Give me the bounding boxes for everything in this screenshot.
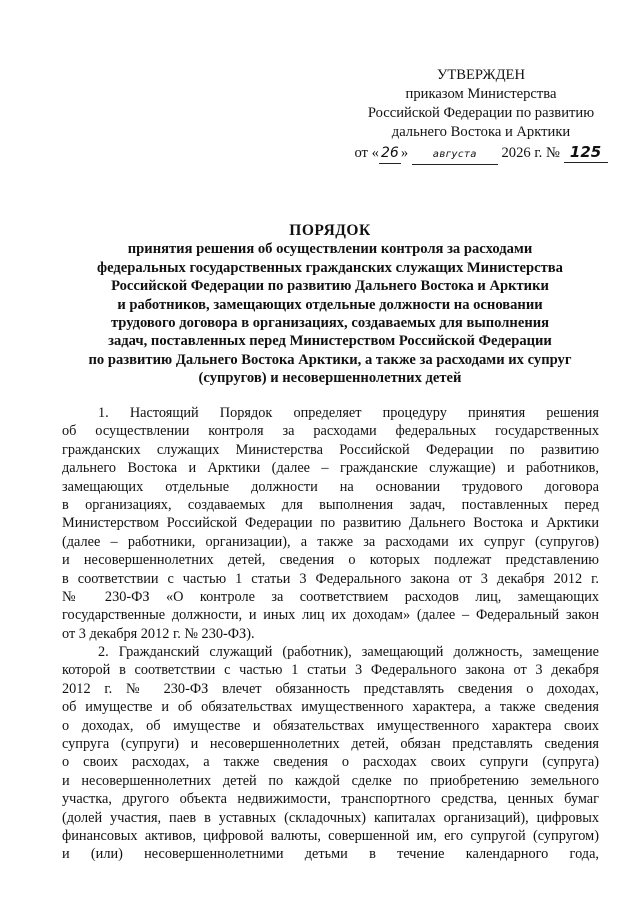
approval-ministry: Российской Федерации по развитию [367,105,595,121]
approval-region: дальнего Востока и Арктики [391,124,571,140]
paragraph-2-line: супруга (супруги) и несовершеннолетних детей, обязан представлять сведения [62,736,599,753]
paragraph-1-line: 1. Настоящий Порядок определяет процедуру принятия решения [98,405,599,421]
paragraph-1-line: в организациях, создаваемых для выполнения задач, поставленных перед [62,496,599,513]
paragraph-2-line: участка, другого объекта недвижимости, транспортного средства, ценных бумаг [62,791,599,808]
paragraph-2-line: которой в соответствии с частью 1 статьи 3 Федерального закона от 3 декабря [62,662,599,679]
paragraph-1-line: от 3 декабря 2012 г. № 230-ФЗ). [62,625,255,642]
paragraph-2-line: 2012 г. № 230-ФЗ влечет обязанность представлять сведения о доходах, [62,680,599,697]
paragraph-1-line: (далее – работники, организации), а также за расходами их супруг (супругов) [62,533,599,550]
handwritten-month: августа [412,145,498,165]
paragraph-2-line: о своих расходах, а также сведения о расходах своих супруги (супруга) [62,754,599,771]
date-mid: » [400,145,409,161]
paragraph-1-line: гражданских служащих Министерства Российской Федерации по развитию [62,441,599,458]
paragraph-2-line: и (или) несовершеннолетними детьми в течение календарного года, [62,846,599,863]
title-line: и работников, замещающих отдельные должности на основании [117,296,543,313]
paragraph-1-line: и несовершеннолетних детей, сведения о которых подлежат представлению [62,552,599,569]
paragraph-1-line: Министерством Российской Федерации по развитию Дальнего Востока и Арктики [62,515,599,532]
title-line: Российской Федерации по развитию Дальнего Востока и Арктики [111,278,549,295]
paragraph-1-line: в соответствии с частью 1 статьи 3 Федерального закона от 3 декабря 2012 г. [62,570,599,587]
date-prefix: от « [354,145,379,161]
paragraph-2-line: 2. Гражданский служащий (работник), замещающий должность, замещение [98,644,599,661]
approval-date-line [346,143,616,165]
paragraph-2-line: о доходах, об имуществе и обязательствах имущественного характера своих [62,717,599,734]
paragraph-2-line: об имуществе и об обязательствах имущественного характера, а также сведения [62,699,599,716]
title-line: трудового договора в организациях, создаваемых для выполнения [110,315,550,332]
title-line: по развитию Дальнего Востока Арктики, а также за расходами их супруг [88,351,572,368]
approval-title: УТВЕРЖДЕН [437,67,525,83]
paragraph-2-line: (долей участия, паев в уставных (складочных) капиталах организаций), цифровых [62,809,599,826]
handwritten-order-number: 125 [564,143,608,163]
paragraph-1-line: № 230-ФЗ «О контроле за соответствием расходов лиц, замещающих [62,588,599,605]
document-body [62,404,599,864]
title-line: принятия решения об осуществлении контроля за расходами [127,241,533,258]
paragraph-1-line: замещающих отдельные должности на основании трудового договора [62,478,599,495]
date-year: 2026 г. № [501,145,560,161]
paragraph-1-line: об осуществлении контроля за расходами федеральных государственных [62,423,599,440]
approval-stamp [346,66,616,164]
title-line: федеральных государственных гражданских служащих Министерства [97,259,563,276]
document-title [60,222,600,388]
paragraph-2-line: финансовых активов, цифровой валюты, совершенной им, его супругой (супругом) [62,827,599,844]
title-line: (супругов) и несовершеннолетних детей [198,370,462,387]
handwritten-day: 26 [379,144,401,164]
paragraph-1-line: государственные должности, и иных лиц их доходам» (далее – Федеральный закон [62,607,599,624]
title-line: задач, поставленных перед Министерством Российской Федерации [108,333,552,350]
paragraph-1-line: дальнего Востока и Арктики (далее – гражданские служащие) и работников, [62,460,599,477]
approval-order: приказом Министерства [405,86,557,102]
title-heading: ПОРЯДОК [289,222,371,239]
paragraph-2-line: и несовершеннолетних детей по каждой сделке по приобретению земельного [62,772,599,789]
